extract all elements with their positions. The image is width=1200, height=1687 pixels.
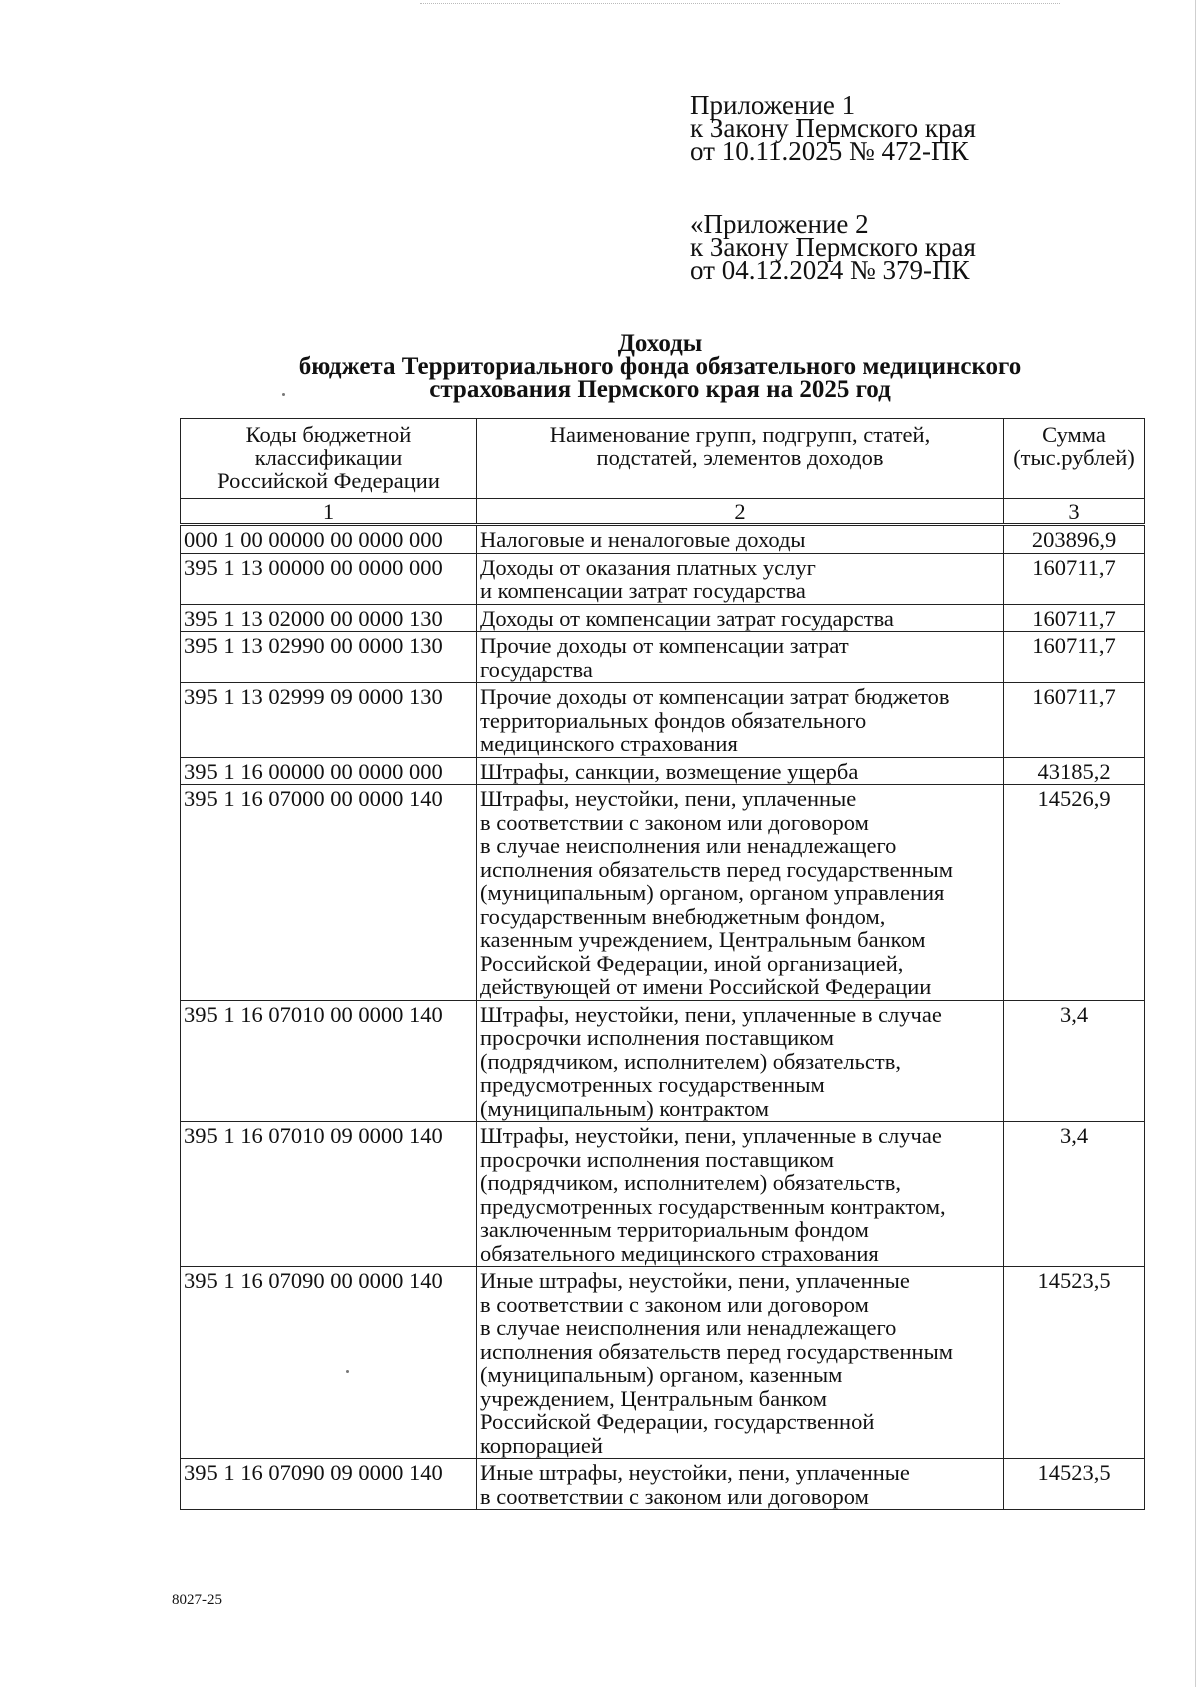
- row-name: Штрафы, санкции, возмещение ущерба: [477, 757, 1004, 785]
- row-name: Штрафы, неустойки, пени, уплаченные в случае просрочки исполнения поставщиком (подрядчиком, исполнителем) обязательств, предусмотренных государственным контрактом, заключенным территориальным фондом обязательного медицинского страхования: [477, 1122, 1004, 1267]
- row-code: 395 1 16 07010 09 0000 140: [181, 1122, 477, 1267]
- row-code: 395 1 16 00000 00 0000 000: [181, 757, 477, 785]
- table-row: [181, 785, 1145, 1001]
- table-row: [181, 632, 1145, 683]
- appendix-line: «Приложение 2: [690, 209, 869, 239]
- row-code: 000 1 00 00000 00 0000 000: [181, 525, 477, 554]
- row-code: 395 1 13 02990 00 0000 130: [181, 632, 477, 683]
- appendix-line: от 04.12.2024 № 379-ПК: [690, 255, 970, 285]
- header-name: Наименование групп, подгрупп, статей, подстатей, элементов доходов: [477, 419, 1004, 499]
- row-name: Прочие доходы от компенсации затрат бюджетов территориальных фондов обязательного медицинского страхования: [477, 683, 1004, 758]
- row-sum: 160711,7: [1004, 683, 1145, 758]
- title-line: страхования Пермского края на 2025 год: [429, 376, 891, 403]
- table-row: [181, 1267, 1145, 1459]
- table-header-row: [181, 419, 1145, 499]
- document-number: 8027-25: [172, 1592, 222, 1608]
- row-name: Иные штрафы, неустойки, пени, уплаченные в соответствии с законом или договором в случае неисполнения или ненадлежащего исполнения обязательств перед государственным (муниципальным) органом, казенным учреждением, Центральным банком Российской Федерации, государственной корпорацией: [477, 1267, 1004, 1459]
- row-code: 395 1 13 02999 09 0000 130: [181, 683, 477, 758]
- row-name: Прочие доходы от компенсации затрат государства: [477, 632, 1004, 683]
- scan-edge-top: [420, 3, 1060, 4]
- row-name: Налоговые и неналоговые доходы: [477, 525, 1004, 554]
- row-name: Доходы от компенсации затрат государства: [477, 604, 1004, 632]
- column-number-row: [181, 499, 1145, 525]
- table-body: [181, 525, 1145, 1510]
- scan-speck: [282, 393, 285, 396]
- income-table: [180, 418, 1145, 1510]
- column-number: 1: [181, 499, 477, 525]
- appendix-line: к Закону Пермского края: [690, 113, 976, 143]
- title-line: бюджета Территориального фонда обязательного медицинского: [298, 353, 1022, 380]
- row-code: 395 1 16 07090 00 0000 140: [181, 1267, 477, 1459]
- row-sum: 160711,7: [1004, 553, 1145, 604]
- row-sum: 160711,7: [1004, 604, 1145, 632]
- header-code: Коды бюджетной классификации Российской Федерации: [181, 419, 477, 499]
- title-line: Доходы: [617, 330, 703, 357]
- row-sum: 14526,9: [1004, 785, 1145, 1001]
- row-sum: 3,4: [1004, 1000, 1145, 1122]
- document-title: [180, 332, 1140, 401]
- table-row: [181, 757, 1145, 785]
- row-sum: 14523,5: [1004, 1267, 1145, 1459]
- table-row: [181, 1122, 1145, 1267]
- scan-edge-right: [1195, 0, 1196, 1687]
- row-name: Иные штрафы, неустойки, пени, уплаченные в соответствии с законом или договором: [477, 1459, 1004, 1510]
- table-row: [181, 1000, 1145, 1122]
- row-code: 395 1 16 07010 00 0000 140: [181, 1000, 477, 1122]
- row-sum: 14523,5: [1004, 1459, 1145, 1510]
- table-row: [181, 525, 1145, 554]
- row-code: 395 1 16 07090 09 0000 140: [181, 1459, 477, 1510]
- table-row: [181, 553, 1145, 604]
- row-name: Доходы от оказания платных услуг и компенсации затрат государства: [477, 553, 1004, 604]
- row-sum: 3,4: [1004, 1122, 1145, 1267]
- appendix-reference-current: [690, 90, 976, 166]
- row-code: 395 1 16 07000 00 0000 140: [181, 785, 477, 1001]
- table-row: [181, 1459, 1145, 1510]
- row-sum: 43185,2: [1004, 757, 1145, 785]
- row-name: Штрафы, неустойки, пени, уплаченные в случае просрочки исполнения поставщиком (подрядчиком, исполнителем) обязательств, предусмотренных государственным (муниципальным) контрактом: [477, 1000, 1004, 1122]
- column-number: 2: [477, 499, 1004, 525]
- column-number: 3: [1004, 499, 1145, 525]
- row-code: 395 1 13 02000 00 0000 130: [181, 604, 477, 632]
- appendix-line: Приложение 1: [690, 90, 856, 120]
- header-sum: Сумма (тыс.рублей): [1004, 419, 1145, 499]
- table-row: [181, 604, 1145, 632]
- table-row: [181, 683, 1145, 758]
- appendix-line: к Закону Пермского края: [690, 232, 976, 262]
- row-sum: 160711,7: [1004, 632, 1145, 683]
- row-name: Штрафы, неустойки, пени, уплаченные в соответствии с законом или договором в случае неисполнения или ненадлежащего исполнения обязательств перед государственным (муниципальным) органом, органом управления государственным внебюджетным фондом, казенным учреждением, Центральным банком Российской Федерации, иной организацией, действующей от имени Российской Федерации: [477, 785, 1004, 1001]
- row-sum: 203896,9: [1004, 525, 1145, 554]
- appendix-reference-amended: [690, 209, 976, 285]
- row-code: 395 1 13 00000 00 0000 000: [181, 553, 477, 604]
- appendix-line: от 10.11.2025 № 472-ПК: [690, 136, 969, 166]
